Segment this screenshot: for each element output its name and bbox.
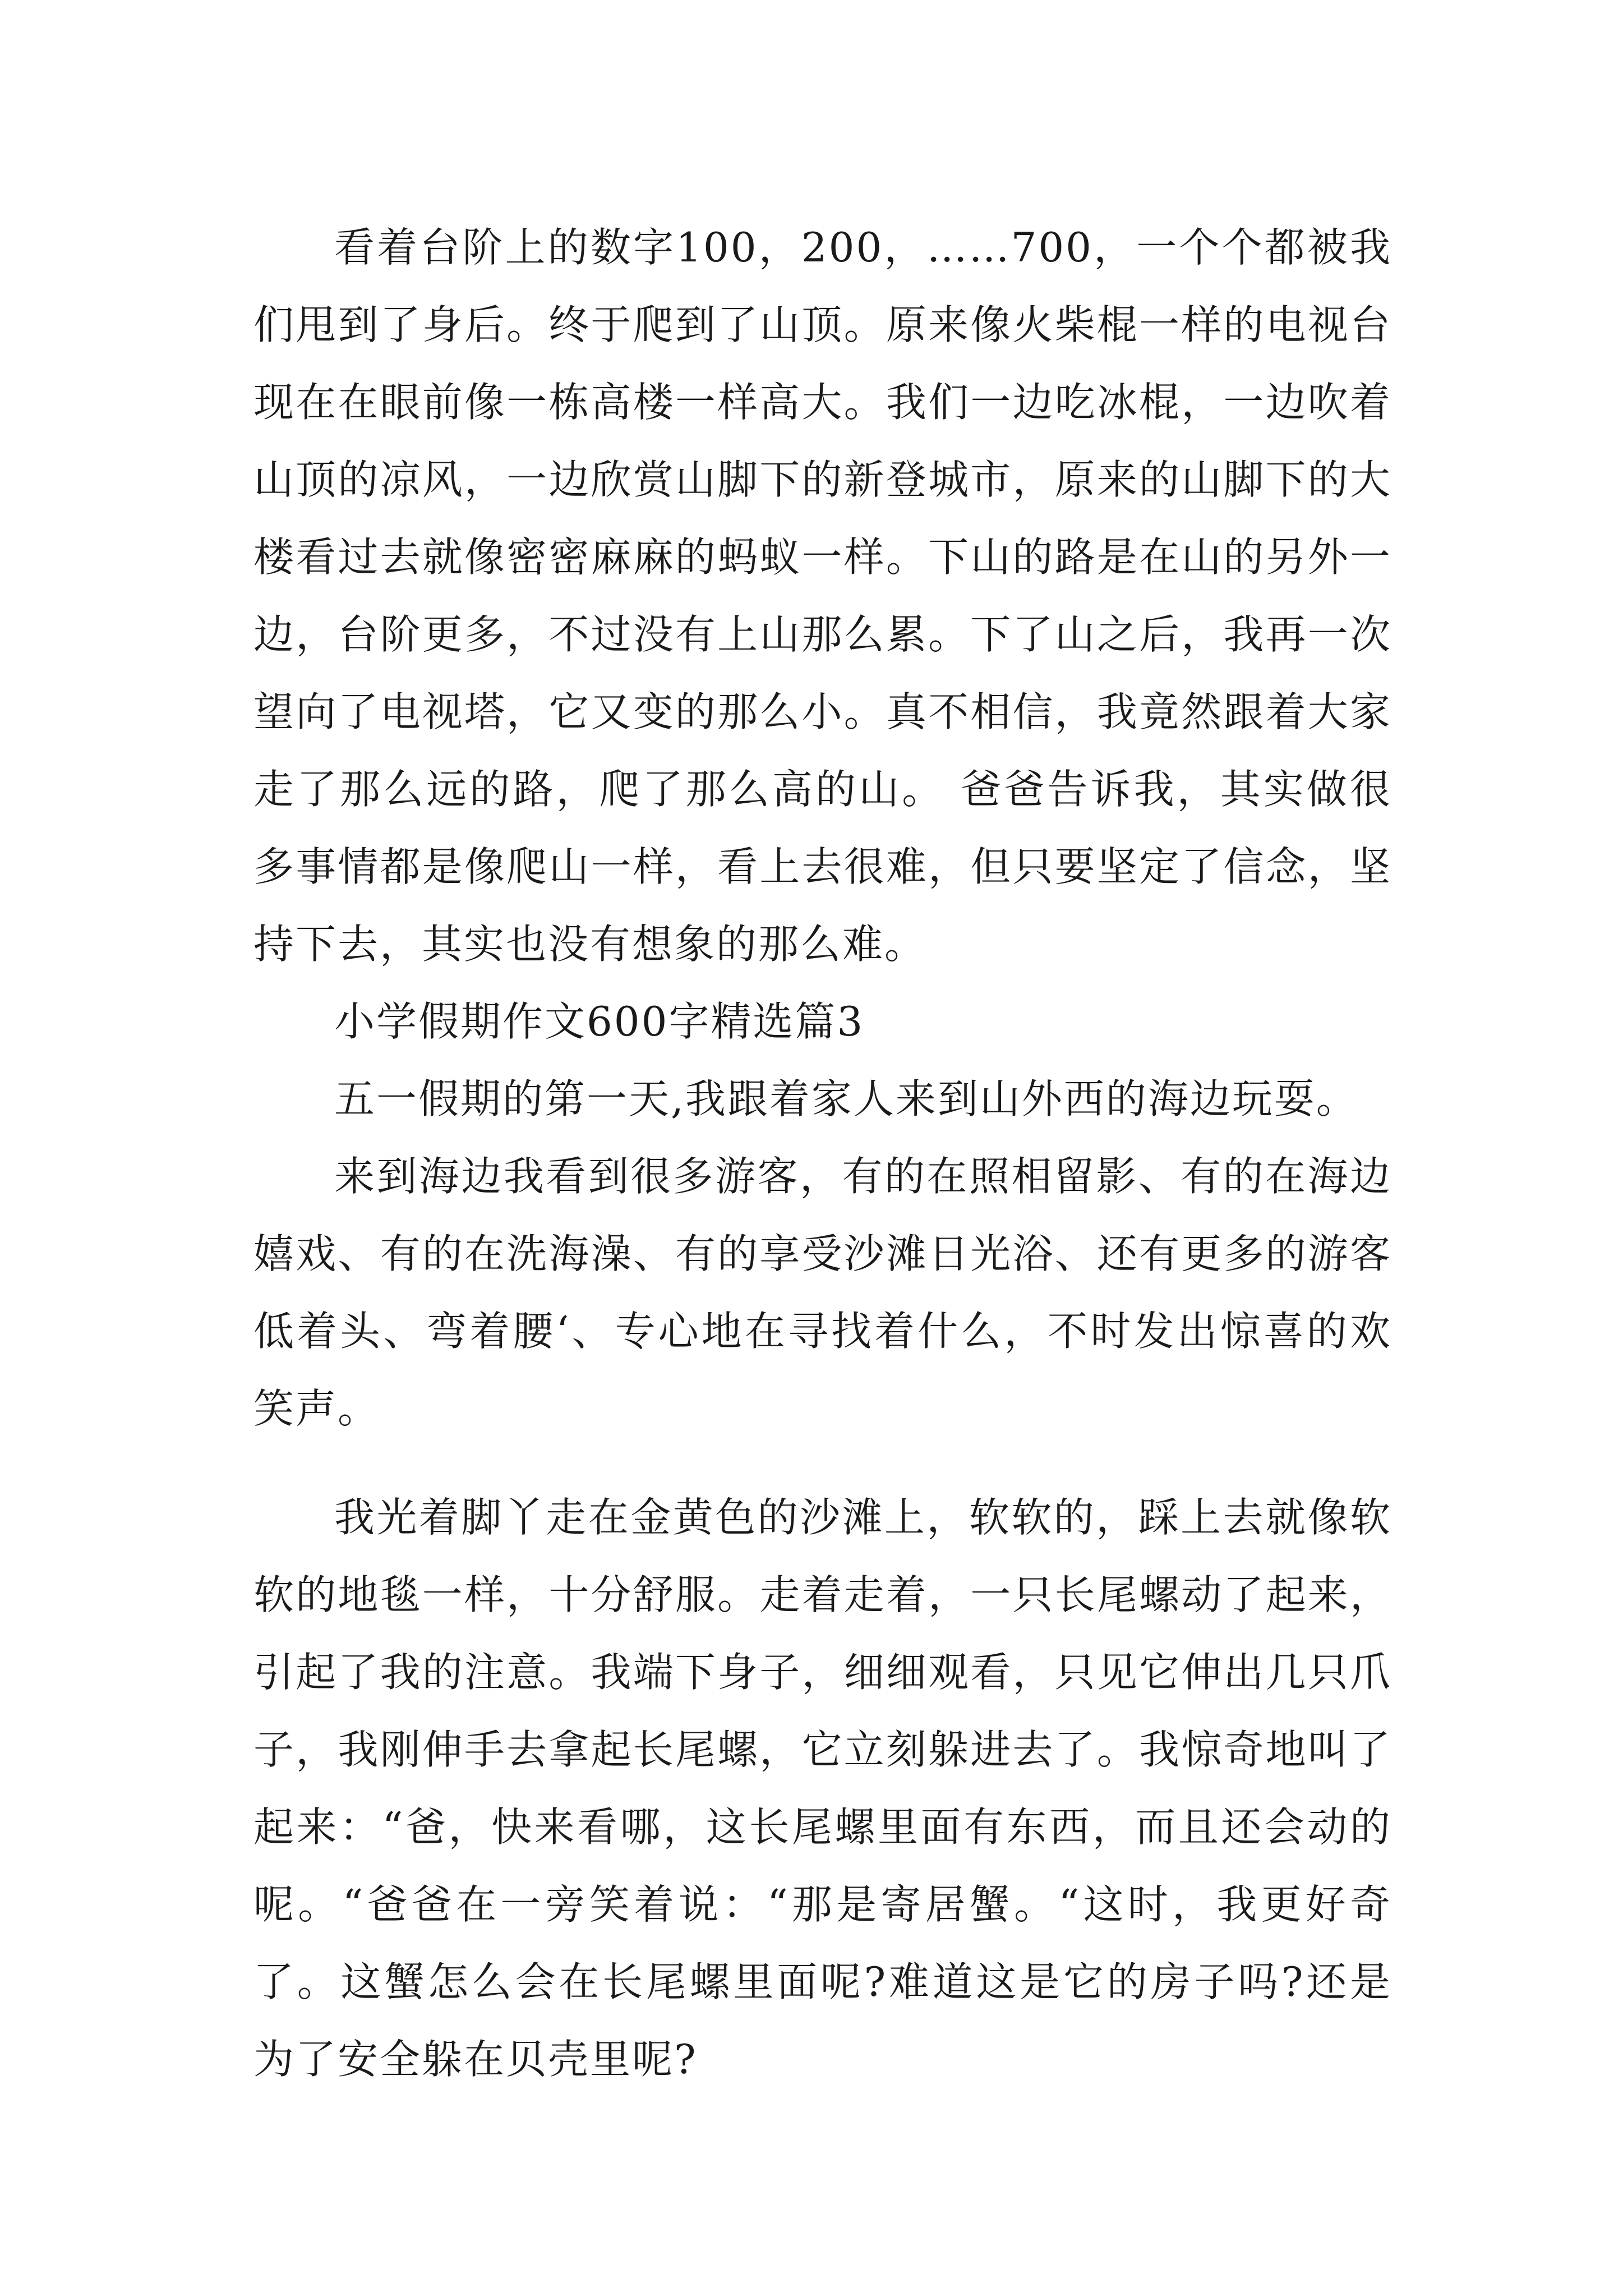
paragraph-climbing-summit: 看着台阶上的数字100，200，……700，一个个都被我们甩到了身后。终于爬到了山顶。原来像火柴棍一样的电视台现在在眼前像一栋高楼一样高大。我们一边吃冰棍，一边吹着山顶的凉风，一边欣赏山脚下的新登城市，原来的山脚下的大楼看过去就像密密麻麻的蚂蚁一样。下山的路是在山的另外一边，台阶更多，不过没有上山那么累。下了山之后，我再一次望向了电视塔，它又变的那么小。真不相信，我竟然跟着大家走了那么远的路，爬了那么高的山。 爸爸告诉我，其实做很多事情都是像爬山一样，看上去很难，但只要坚定了信念，坚持下去，其实也没有想象的那么难。 [253, 224, 1392, 968]
paragraph-hermit-crab: 我光着脚丫走在金黄色的沙滩上，软软的，踩上去就像软软的地毯一样，十分舒服。走着走着，一只长尾螺动了起来，引起了我的注意。我端下身子，细细观看，只见它伸出几只爪子，我刚伸手去拿起长尾螺，它立刻躲进去了。我惊奇地叫了起来：“爸，快来看哪，这长尾螺里面有东西，而且还会动的呢。“爸爸在一旁笑着说：“那是寄居蟹。“这时，我更好奇了。这蟹怎么会在长尾螺里面呢?难道这是它的房子吗?还是为了安全躲在贝壳里呢? [253, 1494, 1392, 2083]
paragraph-may-day-intro: 五一假期的第一天,我跟着家人来到山外西的海边玩耍。 [334, 1075, 1358, 1122]
document-body [253, 209, 1392, 2098]
paragraph-spacer [253, 1447, 1392, 1479]
paragraph-beach-tourists: 来到海边我看到很多游客，有的在照相留影、有的在海边嬉戏、有的在洗海澡、有的享受沙滩日光浴、还有更多的游客低着头、弯着腰‘、专心地在寻找着什么，不时发出惊喜的欢笑声。 [253, 1153, 1392, 1432]
section-heading: 小学假期作文600字精选篇3 [334, 998, 865, 1045]
